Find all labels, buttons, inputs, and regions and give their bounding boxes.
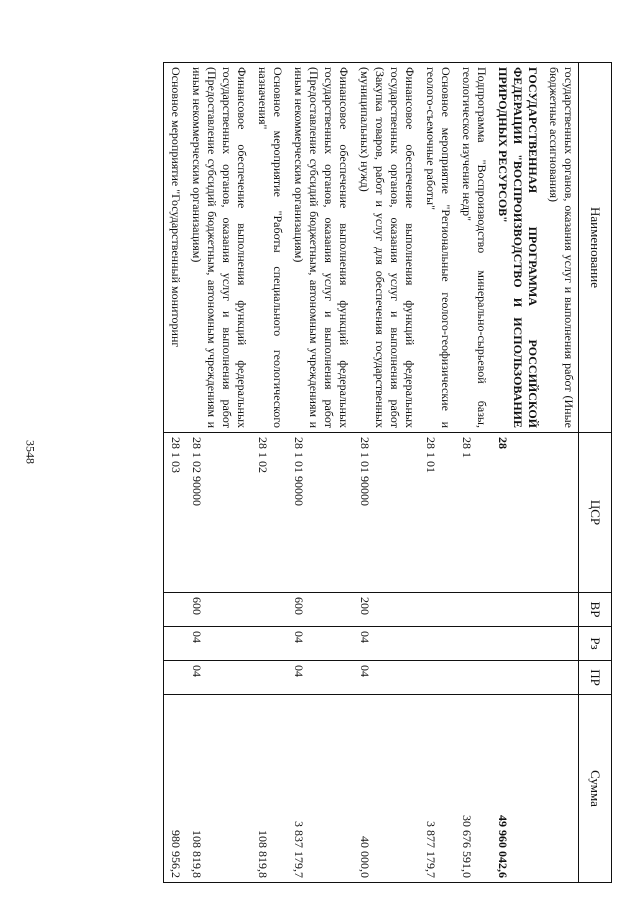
row-csr: 28 1 02 <box>251 433 287 593</box>
row-rz <box>491 627 542 661</box>
table-row <box>455 63 491 883</box>
row-rz: 04 <box>353 627 419 661</box>
row-sum <box>542 695 579 883</box>
row-csr <box>542 433 579 593</box>
row-name: Основное мероприятие "Государственный мониторинг <box>164 63 186 433</box>
table-row <box>185 63 251 883</box>
row-vr <box>455 593 491 627</box>
row-pr <box>455 661 491 695</box>
table-row <box>251 63 287 883</box>
page-number: 3548 <box>23 440 38 464</box>
row-vr: 600 <box>185 593 251 627</box>
row-pr <box>419 661 455 695</box>
row-name: Основное мероприятие "Работы специального геологического назначения" <box>251 63 287 433</box>
row-vr: 600 <box>287 593 353 627</box>
row-sum: 3 877 179,7 <box>419 695 455 883</box>
row-csr: 28 <box>491 433 542 593</box>
row-pr: 04 <box>185 661 251 695</box>
row-sum: 49 960 042,6 <box>491 695 542 883</box>
row-csr: 28 1 01 90000 <box>287 433 353 593</box>
header-vr: ВР <box>579 593 612 627</box>
budget-table-container <box>62 62 612 882</box>
row-name: Подпрограмма "Воспроизводство минерально-сырьевой базы, геологическое изучение недр" <box>455 63 491 433</box>
header-pr: ПР <box>579 661 612 695</box>
row-rz <box>542 627 579 661</box>
row-csr: 28 1 03 <box>164 433 186 593</box>
header-sum: Сумма <box>579 695 612 883</box>
row-sum: 980 956,2 <box>164 695 186 883</box>
row-sum: 30 676 591,0 <box>455 695 491 883</box>
table-header <box>579 63 612 883</box>
table-row <box>542 63 579 883</box>
budget-table <box>163 62 612 883</box>
row-name: государственных органов, оказания услуг и выполнения работ (Иные бюджетные ассигнования) <box>542 63 579 433</box>
row-vr <box>419 593 455 627</box>
row-pr <box>164 661 186 695</box>
row-rz: 04 <box>185 627 251 661</box>
table-row <box>491 63 542 883</box>
row-name: Финансовое обеспечение выполнения функций федеральных государственных органов, оказания услуг и выполнения работ (Закупка товаров, работ и услуг для обеспечения государственных (муниципальных) нужд) <box>353 63 419 433</box>
row-csr: 28 1 02 90000 <box>185 433 251 593</box>
row-sum: 40 000,0 <box>353 695 419 883</box>
row-rz <box>419 627 455 661</box>
row-pr <box>542 661 579 695</box>
table-body <box>164 63 579 883</box>
row-name: ГОСУДАРСТВЕННАЯ ПРОГРАММА РОССИЙСКОЙ ФЕДЕРАЦИИ "ВОСПРОИЗВОДСТВО И ИСПОЛЬЗОВАНИЕ ПРИРОДНЫХ РЕСУРСОВ" <box>491 63 542 433</box>
row-vr <box>542 593 579 627</box>
row-name: Финансовое обеспечение выполнения функций федеральных государственных органов, оказания услуг и выполнения работ (Предоставление субсидий бюджетным, автономным учреждениям и иным некоммерческим организациям) <box>185 63 251 433</box>
row-vr: 200 <box>353 593 419 627</box>
row-pr: 04 <box>287 661 353 695</box>
row-csr: 28 1 <box>455 433 491 593</box>
row-vr <box>491 593 542 627</box>
row-name: Финансовое обеспечение выполнения функций федеральных государственных органов, оказания услуг и выполнения работ (Предоставление субсидий бюджетным, автономным учреждениям и иным некоммерческим организациям) <box>287 63 353 433</box>
row-csr: 28 1 01 90000 <box>353 433 419 593</box>
header-name: Наименование <box>579 63 612 433</box>
row-rz <box>164 627 186 661</box>
row-sum: 108 819,8 <box>251 695 287 883</box>
row-vr <box>164 593 186 627</box>
rotated-table-frame <box>62 62 612 882</box>
table-row <box>353 63 419 883</box>
table-row <box>419 63 455 883</box>
table-row <box>287 63 353 883</box>
row-pr <box>491 661 542 695</box>
row-vr <box>251 593 287 627</box>
row-rz: 04 <box>287 627 353 661</box>
row-csr: 28 1 01 <box>419 433 455 593</box>
row-rz <box>251 627 287 661</box>
row-sum: 3 837 179,7 <box>287 695 353 883</box>
row-sum: 108 819,8 <box>185 695 251 883</box>
row-pr: 04 <box>353 661 419 695</box>
header-rz: Рз <box>579 627 612 661</box>
header-csr: ЦСР <box>579 433 612 593</box>
table-row <box>164 63 186 883</box>
row-name: Основное мероприятие "Региональные геолого-геофизические и геолого-съемочные работы" <box>419 63 455 433</box>
row-rz <box>455 627 491 661</box>
row-pr <box>251 661 287 695</box>
